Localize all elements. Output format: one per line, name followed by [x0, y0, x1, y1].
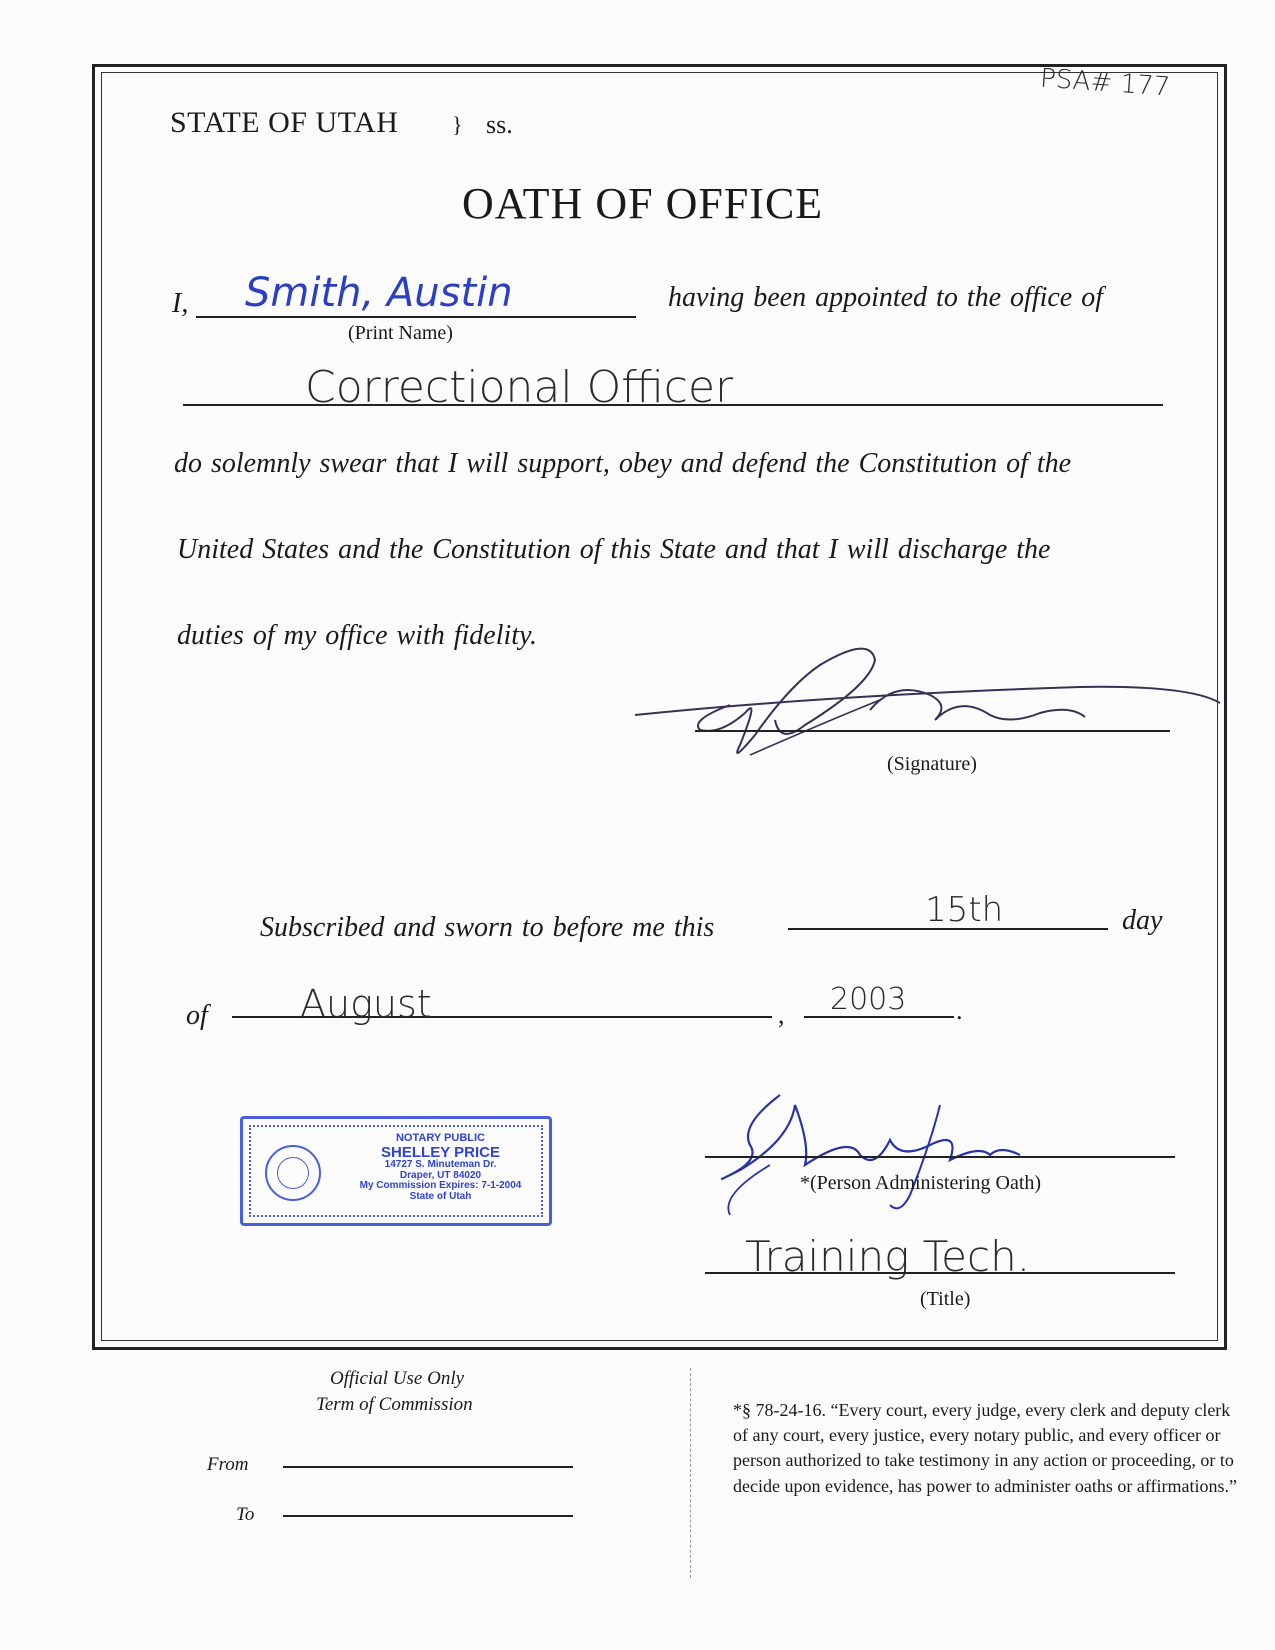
appointed-text: having been appointed to the office of [668, 282, 1104, 313]
state-label: STATE OF UTAH [170, 106, 399, 139]
administrator-caption: *(Person Administering Oath) [800, 1172, 1042, 1194]
comma-mark: , [778, 1000, 785, 1029]
of-label: of [186, 1000, 208, 1031]
administrator-signature [700, 1085, 1040, 1225]
ss-label: ss. [486, 110, 513, 139]
print-name-caption: (Print Name) [348, 322, 453, 344]
title-line [705, 1272, 1175, 1274]
administrator-line [705, 1156, 1175, 1158]
year-value: 2003 [830, 982, 907, 1017]
oath-body-line-1: do solemnly swear that I will support, obey and defend the Constitution of the [174, 448, 1072, 479]
oath-body-line-2: United States and the Constitution of this State and that I will discharge the [177, 534, 1051, 565]
official-use-label: Official Use Only [330, 1368, 465, 1389]
period-mark: . [956, 996, 963, 1025]
reference-mark: PSA# 177 [1039, 63, 1172, 103]
print-name-value: Smith, Austin [245, 270, 513, 316]
to-field [283, 1515, 573, 1517]
i-label: I, [172, 288, 189, 319]
notary-stamp [240, 1116, 552, 1226]
term-of-commission-label: Term of Commission [316, 1394, 473, 1415]
brace-mark: } [452, 112, 463, 137]
title-caption: (Title) [920, 1288, 971, 1310]
from-label: From [207, 1454, 249, 1475]
from-field [283, 1466, 573, 1468]
to-label: To [236, 1504, 255, 1525]
title-value: Training Tech. [745, 1232, 1031, 1281]
day-label: day [1122, 905, 1163, 936]
name-line [196, 316, 636, 318]
stamp-line-2: SHELLEY PRICE [381, 1143, 500, 1161]
statute-note: *§ 78-24-16. “Every court, every judge, every clerk and deputy clerk of any court, every justice, every notary public, and every officer or person authorized to take testimony in any action or proceeding, or to decide upon evidence, has power to administer oaths or affirmations.” [733, 1400, 1238, 1496]
stamp-line-1: NOTARY PUBLIC [395, 1132, 486, 1144]
subscribed-text: Subscribed and sworn to before me this [260, 912, 715, 943]
office-line [183, 404, 1163, 406]
signature-line [695, 730, 1170, 732]
stamp-line-6: State of Utah [409, 1190, 472, 1202]
stamp-line-3: 14727 S. Minuteman Dr. [384, 1159, 497, 1171]
office-value: Correctional Officer [305, 362, 734, 413]
month-value: August [300, 982, 432, 1026]
stamp-line-5: My Commission Expires: 7-1-2004 [359, 1180, 522, 1192]
stamp-line-4: Draper, UT 84020 [399, 1169, 482, 1181]
footer-divider [690, 1368, 691, 1578]
document-title: OATH OF OFFICE [462, 179, 824, 228]
day-value: 15th [925, 890, 1004, 930]
oath-body-line-3: duties of my office with fidelity. [177, 620, 537, 651]
signature-caption: (Signature) [887, 753, 977, 775]
